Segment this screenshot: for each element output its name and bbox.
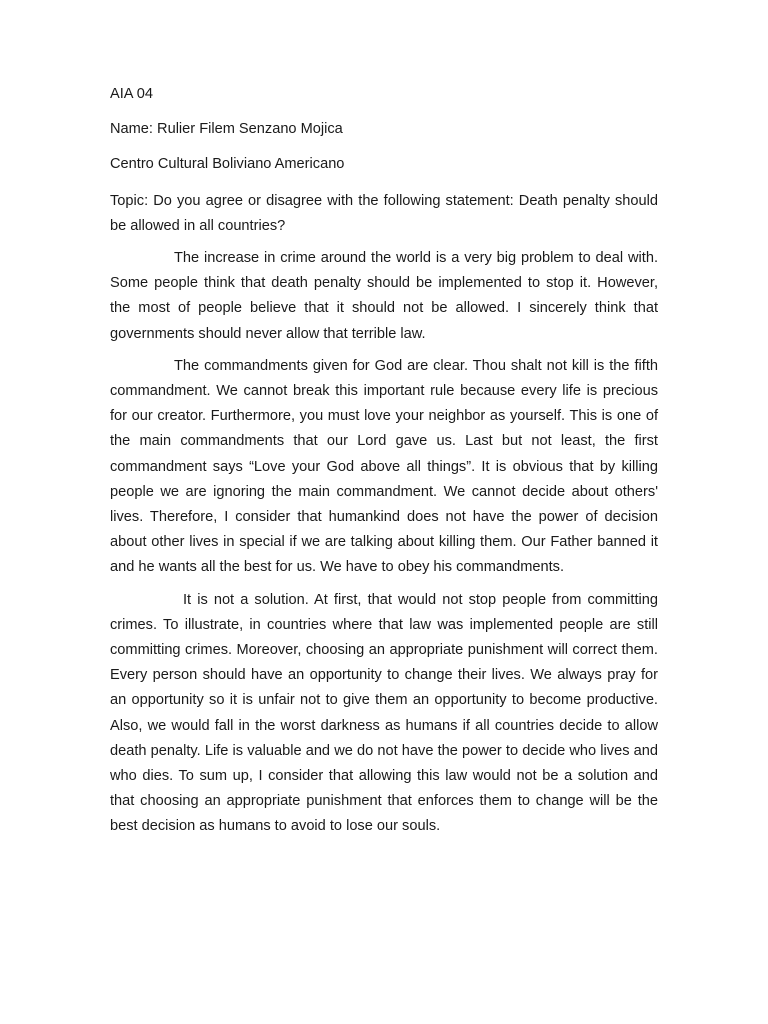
course-code: AIA 04 <box>110 86 154 102</box>
paragraph-introduction: The increase in crime around the world is a very big problem to deal with. Some people think that death penalty should be implemented to stop it. However, the most of people believe that it should not be allowed. I sincerely think that governments should never allow that terrible law. <box>110 250 658 342</box>
author-name: Name: Rulier Filem Senzano Mojica <box>110 121 343 137</box>
essay-topic: Topic: Do you agree or disagree with the following statement: Death penalty should be allowed in all countries? <box>110 193 658 234</box>
institution-name: Centro Cultural Boliviano Americano <box>110 156 345 172</box>
paragraph-commandments: The commandments given for God are clear. Thou shalt not kill is the fifth commandment. We cannot break this important rule because every life is precious for our creator. Furthermore, you must love your neighbor as yourself. This is one of the main commandments that our Lord gave us. Last but not least, the first commandment says “Love your God above all things”. It is obvious that by killing people we are ignoring the main commandment. We cannot decide about others' lives. Therefore, I consider that humankind does not have the power of decision about other lives in special if we are talking about killing them. Our Father banned it and he wants all the best for us. We have to obey his commandments. <box>110 357 658 576</box>
essay-page <box>110 84 658 847</box>
paragraph-conclusion: It is not a solution. At first, that would not stop people from committing crimes. To illustrate, in countries where that law was implemented people are still committing crimes. Moreover, choosing an appropriate punishment will correct them. Every person should have an opportunity to change their lives. We always pray for an opportunity so it is unfair not to give them an opportunity to become productive. Also, we would fall in the worst darkness as humans if all countries decide to allow death penalty. Life is valuable and we do not have the power to decide who lives and who dies. To sum up, I consider that allowing this law would not be a solution and that choosing an appropriate punishment that enforces them to change will be the best decision as humans to avoid to lose our souls. <box>110 591 658 835</box>
